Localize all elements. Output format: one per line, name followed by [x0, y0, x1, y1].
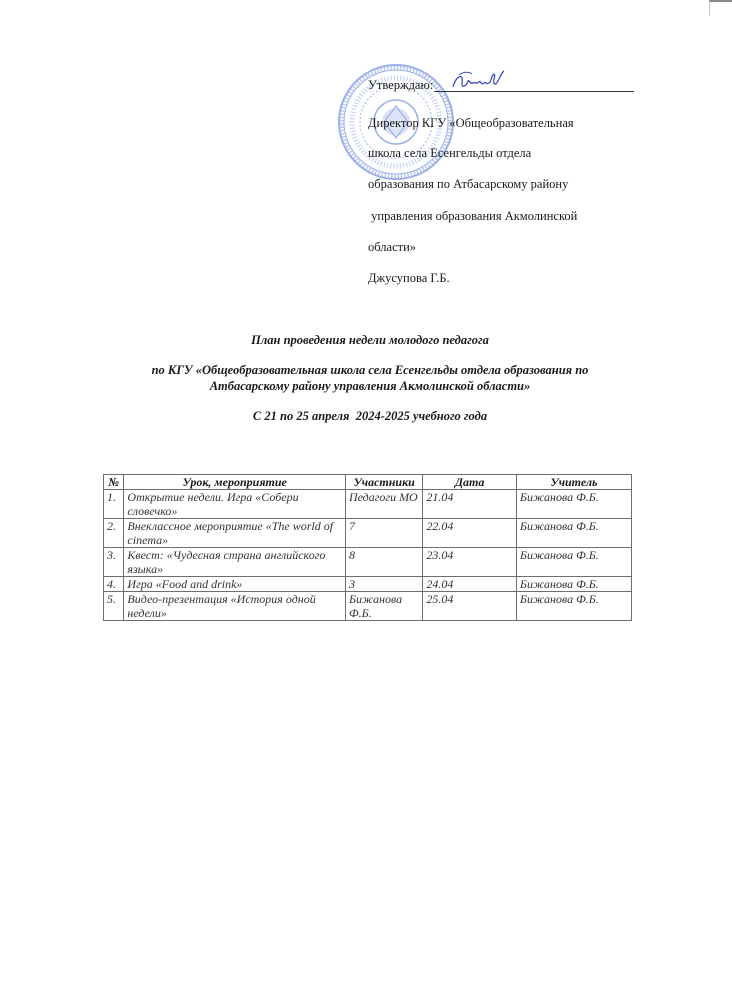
document-date-range: С 21 по 25 апреля 2024-2025 учебного года	[252, 409, 488, 423]
cell-number: 3.	[104, 548, 124, 577]
cell-number: 4.	[104, 577, 124, 592]
cell-date: 21.04	[423, 490, 517, 519]
approval-line: области»	[368, 240, 417, 254]
cell-teacher: Бижанова Ф.Б.	[516, 548, 631, 577]
cell-event: Квест: «Чудесная страна английского языка»	[124, 548, 346, 577]
header-event: Урок, мероприятие	[124, 475, 346, 490]
cell-participants: Педагоги МО	[345, 490, 422, 519]
cell-participants: 8	[345, 548, 422, 577]
approval-line: школа села Есенгельды отдела	[368, 146, 532, 160]
director-name: Джусупова Г.Б.	[368, 271, 450, 285]
cell-participants: 7	[345, 519, 422, 548]
table-row	[104, 592, 632, 621]
cell-teacher: Бижанова Ф.Б.	[516, 490, 631, 519]
approval-line: Директор КГУ «Общеобразовательная	[368, 116, 574, 130]
cell-event: Игра «Food and drink»	[124, 577, 346, 592]
header-participants: Участники	[345, 475, 422, 490]
signature-line	[434, 79, 634, 92]
cell-number: 5.	[104, 592, 124, 621]
signature-icon	[450, 69, 512, 93]
document-title: План проведения недели молодого педагога	[251, 333, 489, 347]
cell-participants: Бижанова Ф.Б.	[345, 592, 422, 621]
cell-date: 24.04	[423, 577, 517, 592]
cell-participants: 3	[345, 577, 422, 592]
table-header-row	[104, 475, 632, 490]
cell-date: 22.04	[423, 519, 517, 548]
approve-label: Утверждаю:	[368, 78, 434, 92]
document-subtitle-line1: по КГУ «Общеобразовательная школа села Есенгельды отдела образования по	[151, 363, 589, 377]
approve-row	[368, 79, 634, 92]
cell-event: Внеклассное мероприятие «The world of cinema»	[124, 519, 346, 548]
header-number: №	[104, 475, 124, 490]
cell-date: 25.04	[423, 592, 517, 621]
cell-teacher: Бижанова Ф.Б.	[516, 592, 631, 621]
scan-corner-mark	[709, 0, 732, 16]
cell-event: Открытие недели. Игра «Собери словечко»	[124, 490, 346, 519]
cell-teacher: Бижанова Ф.Б.	[516, 519, 631, 548]
cell-teacher: Бижанова Ф.Б.	[516, 577, 631, 592]
approval-line: образования по Атбасарскому району	[368, 177, 569, 191]
table-row	[104, 548, 632, 577]
cell-number: 2.	[104, 519, 124, 548]
plan-table	[103, 474, 632, 621]
header-date: Дата	[423, 475, 517, 490]
cell-date: 23.04	[423, 548, 517, 577]
approval-line: управления образования Акмолинской	[368, 209, 578, 223]
cell-event: Видео-презентация «История одной недели»	[124, 592, 346, 621]
table-row	[104, 490, 632, 519]
document-subtitle-line2: Атбасарскому району управления Акмолинской области»	[209, 379, 531, 393]
header-teacher: Учитель	[516, 475, 631, 490]
table-row	[104, 577, 632, 592]
cell-number: 1.	[104, 490, 124, 519]
table-row	[104, 519, 632, 548]
